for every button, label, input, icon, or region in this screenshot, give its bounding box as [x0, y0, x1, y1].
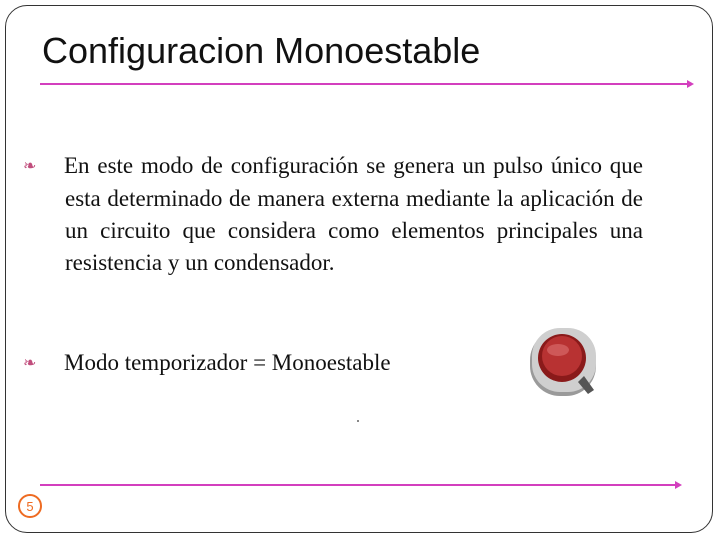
title-underline: [40, 83, 688, 85]
footer-rule: [40, 484, 676, 486]
swirl-bullet-icon: ❧: [23, 355, 37, 372]
page-number: 5: [18, 494, 42, 518]
slide-title: Configuracion Monoestable: [42, 30, 481, 71]
bullet-text-2: Modo temporizador = Monoestable: [64, 350, 391, 375]
red-push-button-icon: [526, 324, 600, 400]
bullet-item-2: [23, 347, 545, 380]
bullet-item-1: [23, 150, 643, 279]
swirl-bullet-icon: ❧: [23, 158, 37, 175]
bullet-text-1: En este modo de configuración se genera un pulso único que esta determinado de manera externa mediante la aplicación de un circuito que considera como elementos principales una resistencia y un condensador.: [64, 153, 643, 275]
stray-dot: [357, 420, 359, 422]
